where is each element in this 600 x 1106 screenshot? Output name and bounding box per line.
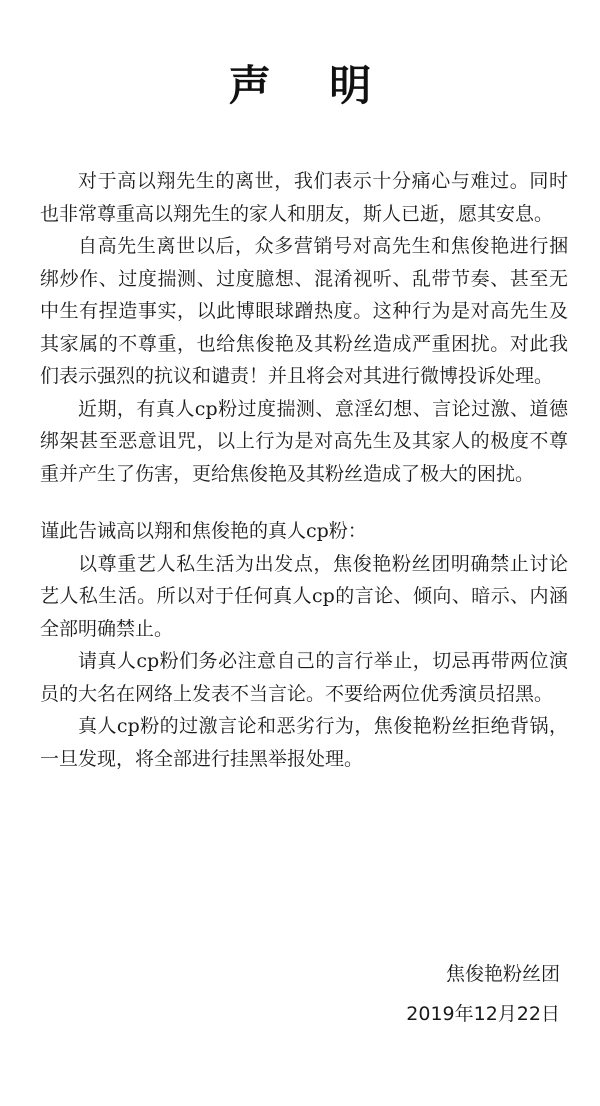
signature-organization: 焦俊艳粉丝团	[445, 963, 560, 985]
paragraph-privacy-rule: 以尊重艺人私生活为出发点，焦俊艳粉丝团明确禁止讨论艺人私生活。所以对于任何真人cp的言论、倾向、暗示、内涵全部明确禁止。	[40, 552, 568, 640]
statement-title: 声 明	[228, 61, 394, 110]
notice-intro: 谨此告诫高以翔和焦俊艳的真人cp粉：	[40, 520, 367, 542]
paragraph-marketing-accounts: 自高先生离世以后，众多营销号对高先生和焦俊艳进行捆绑炒作、过度揣测、过度臆想、混淆视听、乱带节奏、甚至无中生有捏造事实，以此博眼球蹭热度。这种行为是对高先生及其家属的不尊重，也给焦俊艳及其粉丝造成严重困扰。对此我们表示强烈的抗议和谴责！并且将会对其进行微博投诉处理。	[40, 235, 568, 387]
statement-body	[40, 165, 568, 775]
paragraph-cp-fans: 近期，有真人cp粉过度揣测、意淫幻想、言论过激、道德绑架甚至恶意诅咒，以上行为是对高先生及其家人的极度不尊重并产生了伤害，更给焦俊艳及其粉丝造成了极大的困扰。	[40, 397, 568, 485]
paragraph-gap	[40, 490, 568, 515]
signature-block	[406, 954, 560, 1034]
paragraph-condolence: 对于高以翔先生的离世，我们表示十分痛心与难过。同时也非常尊重高以翔先生的家人和朋友，斯人已逝，愿其安息。	[40, 170, 568, 225]
paragraph-conduct-warning: 请真人cp粉们务必注意自己的言行举止，切忌再带两位演员的大名在网络上发表不当言论。不要给两位优秀演员招黑。	[40, 650, 568, 705]
signature-date: 2019年12月22日	[406, 1003, 560, 1025]
paragraph-reporting: 真人cp粉的过激言论和恶劣行为，焦俊艳粉丝拒绝背锅，一旦发现，将全部进行挂黑举报处理。	[40, 715, 568, 770]
